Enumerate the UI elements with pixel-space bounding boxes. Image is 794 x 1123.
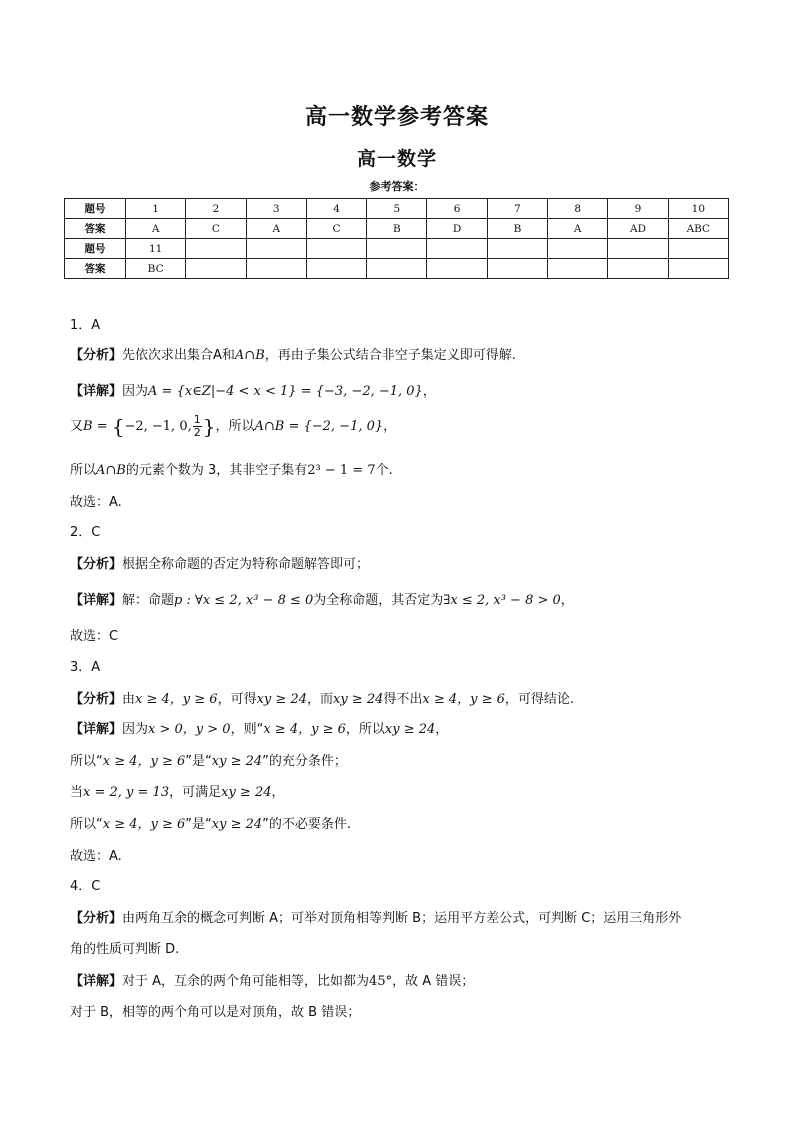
q4-detail xyxy=(70,970,474,989)
detail-tag: 【详解】 xyxy=(70,593,123,608)
table-cell: 6 xyxy=(427,199,487,219)
text: ”的充分条件； xyxy=(262,754,347,769)
row-header: 答案 xyxy=(65,219,126,239)
text: 的元素个数为 3，其非空子集有 xyxy=(125,463,308,478)
table-cell xyxy=(246,259,306,279)
table-cell xyxy=(608,239,668,259)
table-cell: A xyxy=(548,219,608,239)
text: ，可得 xyxy=(217,692,257,707)
text: ， xyxy=(271,785,285,800)
row-header: 题号 xyxy=(65,199,126,219)
q4-detail-line-2: 对于 B，相等的两个角可以是对顶角，故 B 错误； xyxy=(70,1005,361,1020)
table-cell: B xyxy=(487,219,547,239)
reference-answer-label: 参考答案： xyxy=(369,180,425,193)
math: A∩B xyxy=(96,463,126,478)
math: x ≥ 4，y ≥ 6 xyxy=(135,692,218,707)
q4-analysis-line-2: 角的性质可判断 D. xyxy=(70,942,180,957)
table-row-numbers-2 xyxy=(65,239,729,259)
table-cell xyxy=(367,259,427,279)
math: A∩B = {−2, −1, 0} xyxy=(254,419,384,434)
table-row-numbers-1 xyxy=(65,199,729,219)
table-cell: 3 xyxy=(246,199,306,219)
q3-detail-line-2 xyxy=(70,750,347,769)
text: 由两角互余的概念可判断 A；可举对顶角相等判断 B；运用平方差公式，可判断 C；运用三角形外 xyxy=(122,911,682,926)
table-cell xyxy=(306,239,366,259)
q1-detail-line-2 xyxy=(70,414,396,439)
table-cell xyxy=(668,239,728,259)
q3-heading: 3．A xyxy=(70,660,101,675)
text: ”是“ xyxy=(185,754,212,769)
text: 对于 A，互余的两个角可能相等，比如都为 xyxy=(122,974,370,989)
row-header: 答案 xyxy=(65,259,126,279)
text: ，所以 xyxy=(215,419,255,434)
table-cell xyxy=(186,239,246,259)
table-cell xyxy=(548,259,608,279)
math: x ≥ 4，y ≥ 6 xyxy=(102,754,186,769)
text: ，可满足 xyxy=(169,785,222,800)
table-cell: 7 xyxy=(487,199,547,219)
brace-left: { xyxy=(111,414,125,439)
text: ， xyxy=(383,419,397,434)
q2-analysis xyxy=(70,553,369,572)
math: xy ≥ 24 xyxy=(256,692,307,707)
table-cell: C xyxy=(186,219,246,239)
text: 因为 xyxy=(122,722,149,737)
math: x ≥ 4，y ≥ 6 xyxy=(422,692,505,707)
detail-tag: 【详解】 xyxy=(70,384,123,399)
text: 解：命题 xyxy=(122,593,175,608)
math: ∃x ≤ 2, x³ − 8 > 0 xyxy=(443,593,561,608)
table-cell: AD xyxy=(608,219,668,239)
text: 根据全称命题的否定为特称命题解答即可； xyxy=(122,557,370,572)
brace-right: } xyxy=(202,414,216,439)
math: −2, −1, 0, xyxy=(124,419,192,434)
text: 先依次求出集合A和 xyxy=(122,348,235,363)
q1-choice: 故选：A. xyxy=(70,495,122,510)
text: ，可得结论. xyxy=(504,692,575,707)
math: A∩B xyxy=(234,348,265,363)
page-title: 高一数学参考答案 xyxy=(304,105,489,130)
text: ，而 xyxy=(306,692,333,707)
q3-detail-line-4 xyxy=(70,813,351,832)
table-cell: A xyxy=(246,219,306,239)
text: 所以“ xyxy=(70,817,103,832)
text: ”的不必要条件. xyxy=(262,817,352,832)
math: B = xyxy=(83,419,108,434)
math: xy ≥ 24 xyxy=(384,722,436,737)
text: ，再由子集公式结合非空子集定义即可得解. xyxy=(264,348,516,363)
fraction xyxy=(193,414,202,439)
table-cell: ABC xyxy=(668,219,728,239)
math: xy ≥ 24 xyxy=(211,754,263,769)
q3-choice: 故选：A. xyxy=(70,849,122,864)
math: x = 2, y = 13 xyxy=(83,785,170,800)
q1-heading: 1．A xyxy=(70,318,101,333)
math: x ≥ 4，y ≥ 6 xyxy=(102,817,186,832)
text: 由 xyxy=(122,692,136,707)
table-row-answers-1 xyxy=(65,219,729,239)
table-cell: 4 xyxy=(306,199,366,219)
table-cell: 2 xyxy=(186,199,246,219)
math: 45° xyxy=(369,974,393,989)
text: 为全称命题，其否定为 xyxy=(313,593,444,608)
table-cell xyxy=(487,259,547,279)
q3-analysis xyxy=(70,688,574,707)
math: A = {x∈Z|−4 < x < 1} = {−3, −2, −1, 0} xyxy=(148,384,423,399)
table-cell xyxy=(367,239,427,259)
q1-analysis xyxy=(70,344,516,363)
text: ，则“ xyxy=(230,722,264,737)
text: 因为 xyxy=(122,384,149,399)
table-cell: 8 xyxy=(548,199,608,219)
q1-detail-line-3 xyxy=(70,459,393,478)
table-cell xyxy=(608,259,668,279)
detail-tag: 【详解】 xyxy=(70,722,123,737)
table-row-answers-2 xyxy=(65,259,729,279)
table-cell: BC xyxy=(126,259,186,279)
text: 得不出 xyxy=(383,692,423,707)
numerator: 1 xyxy=(193,413,201,426)
math: x > 0，y > 0 xyxy=(148,722,231,737)
text: 又 xyxy=(70,419,84,434)
q2-heading: 2．C xyxy=(70,525,101,540)
text: 个. xyxy=(375,463,393,478)
table-cell: D xyxy=(427,219,487,239)
table-cell xyxy=(487,239,547,259)
text: ， xyxy=(560,593,574,608)
analysis-tag: 【分析】 xyxy=(70,692,123,707)
math: p : ∀x ≤ 2, x³ − 8 ≤ 0 xyxy=(174,593,314,608)
q2-detail xyxy=(70,589,574,608)
denominator: 2 xyxy=(193,426,201,439)
text: ”是“ xyxy=(185,817,212,832)
math: xy ≥ 24 xyxy=(211,817,263,832)
table-cell: 5 xyxy=(367,199,427,219)
q3-detail-line-3 xyxy=(70,781,285,800)
q1-detail xyxy=(70,380,436,399)
text: ， xyxy=(435,722,449,737)
table-cell: 10 xyxy=(668,199,728,219)
q4-analysis xyxy=(70,907,681,926)
q2-choice: 故选：C xyxy=(70,629,119,644)
table-cell xyxy=(186,259,246,279)
subject-title: 高一数学 xyxy=(356,148,437,170)
analysis-tag: 【分析】 xyxy=(70,348,123,363)
row-header: 题号 xyxy=(65,239,126,259)
answer-table xyxy=(64,198,729,279)
table-cell xyxy=(427,239,487,259)
text: ， xyxy=(422,384,436,399)
text: 当 xyxy=(70,785,84,800)
analysis-tag: 【分析】 xyxy=(70,911,123,926)
detail-tag: 【详解】 xyxy=(70,974,123,989)
table-cell xyxy=(668,259,728,279)
table-cell xyxy=(246,239,306,259)
table-cell: B xyxy=(367,219,427,239)
table-cell xyxy=(306,259,366,279)
math: 2³ − 1 = 7 xyxy=(307,463,376,478)
text: ，故 A 错误； xyxy=(392,974,475,989)
q3-detail xyxy=(70,718,448,737)
table-cell: 9 xyxy=(608,199,668,219)
table-cell xyxy=(548,239,608,259)
text: ，所以 xyxy=(345,722,385,737)
analysis-tag: 【分析】 xyxy=(70,557,123,572)
text: 所以 xyxy=(70,463,97,478)
table-cell xyxy=(427,259,487,279)
table-cell: 11 xyxy=(126,239,186,259)
q4-heading: 4．C xyxy=(70,879,101,894)
table-cell: A xyxy=(126,219,186,239)
table-cell: C xyxy=(306,219,366,239)
math: xy ≥ 24 xyxy=(221,785,272,800)
table-cell: 1 xyxy=(126,199,186,219)
math: x ≥ 4，y ≥ 6 xyxy=(263,722,346,737)
math: xy ≥ 24 xyxy=(332,692,384,707)
text: 所以“ xyxy=(70,754,103,769)
